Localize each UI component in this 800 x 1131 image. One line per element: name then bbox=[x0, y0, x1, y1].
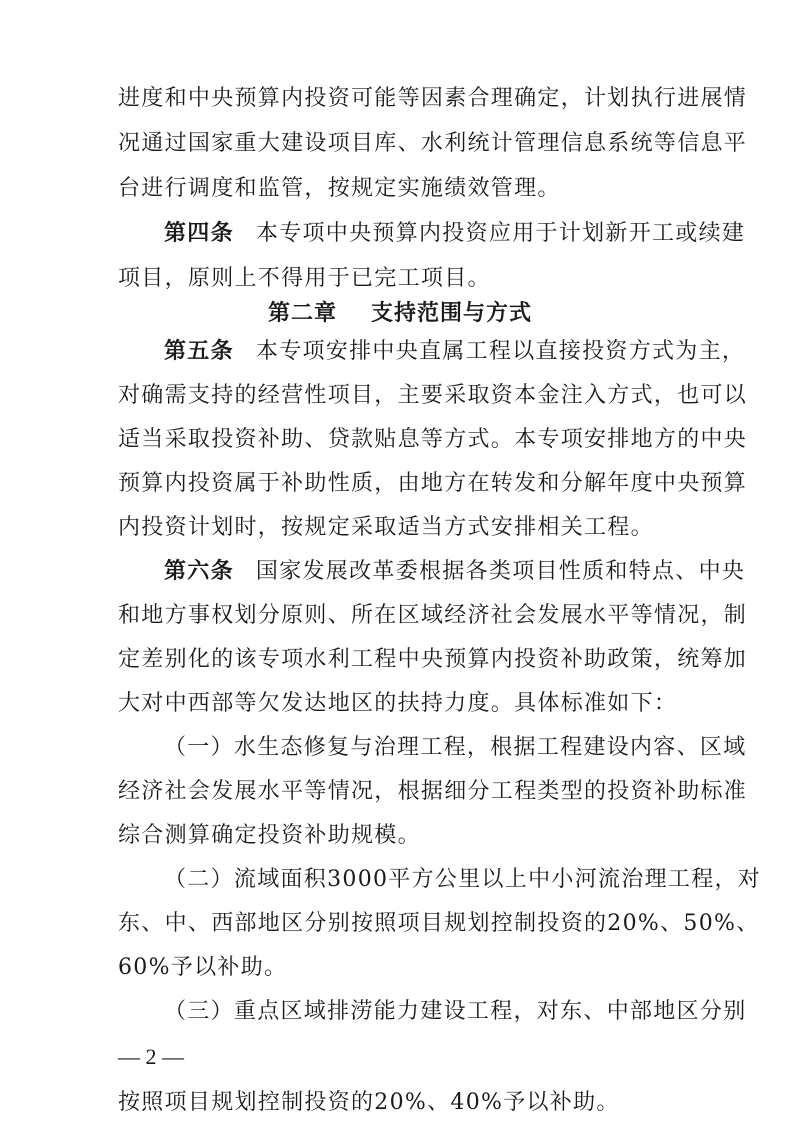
article-5-label: 第五条 bbox=[164, 339, 234, 364]
item-3-first-line: （三）重点区域排涝能力建设工程，对东、中部地区分别 bbox=[164, 999, 747, 1024]
article-4-text: 本专项中央预算内投资应用于计划新开工或续建 bbox=[255, 221, 746, 246]
article-5-text: 本专项安排中央直属工程以直接投资方式为主， bbox=[255, 339, 746, 364]
chapter-heading bbox=[0, 300, 800, 328]
chapter-title: 支持范围与方式 bbox=[371, 301, 533, 326]
article-4-label: 第四条 bbox=[164, 221, 234, 246]
page-number: — 2 — bbox=[118, 1044, 184, 1069]
chapter-number: 第二章 bbox=[267, 301, 337, 326]
paragraph-line: 东、中、西部地区分别按照项目规划控制投资的20%、50%、 bbox=[118, 911, 760, 936]
paragraph-line: 况通过国家重大建设项目库、水利统计管理信息系统等信息平 bbox=[118, 131, 748, 156]
article-4-first-line bbox=[164, 220, 746, 248]
paragraph-line: 对确需支持的经营性项目，主要采取资本金注入方式，也可以 bbox=[118, 383, 748, 408]
paragraph-line: 进度和中央预算内投资可能等因素合理确定，计划执行进展情 bbox=[118, 86, 748, 111]
article-5-first-line bbox=[164, 338, 746, 366]
item-1-first-line: （一）水生态修复与治理工程，根据工程建设内容、区域 bbox=[164, 735, 747, 760]
paragraph-line: 预算内投资属于补助性质，由地方在转发和分解年度中央预算 bbox=[118, 471, 748, 496]
paragraph-line: 适当采取投资补助、贷款贴息等方式。本专项安排地方的中央 bbox=[118, 427, 748, 452]
paragraph-line: 按照项目规划控制投资的20%、40%予以补助。 bbox=[118, 1090, 620, 1115]
paragraph-line: 综合测算确定投资补助规模。 bbox=[118, 823, 421, 848]
paragraph-line: 和地方事权划分原则、所在区域经济社会发展水平等情况，制 bbox=[118, 603, 748, 628]
item-2-first-line: （二）流域面积3000平方公里以上中小河流治理工程，对 bbox=[164, 867, 762, 892]
article-6-text: 国家发展改革委根据各类项目性质和特点、中央 bbox=[255, 559, 746, 584]
article-6-first-line bbox=[164, 558, 746, 586]
paragraph-line: 经济社会发展水平等情况，根据细分工程类型的投资补助标准 bbox=[118, 779, 748, 804]
paragraph-line: 台进行调度和监管，按规定实施绩效管理。 bbox=[118, 176, 561, 201]
paragraph-line: 大对中西部等欠发达地区的扶持力度。具体标准如下： bbox=[118, 691, 678, 716]
paragraph-line: 内投资计划时，按规定采取适当方式安排相关工程。 bbox=[118, 515, 654, 540]
paragraph-line: 项目，原则上不得用于已完工项目。 bbox=[118, 266, 491, 291]
paragraph-line: 定差别化的该专项水利工程中央预算内投资补助政策，统筹加 bbox=[118, 647, 748, 672]
paragraph-line: 60%予以补助。 bbox=[118, 955, 288, 980]
article-6-label: 第六条 bbox=[164, 559, 234, 584]
